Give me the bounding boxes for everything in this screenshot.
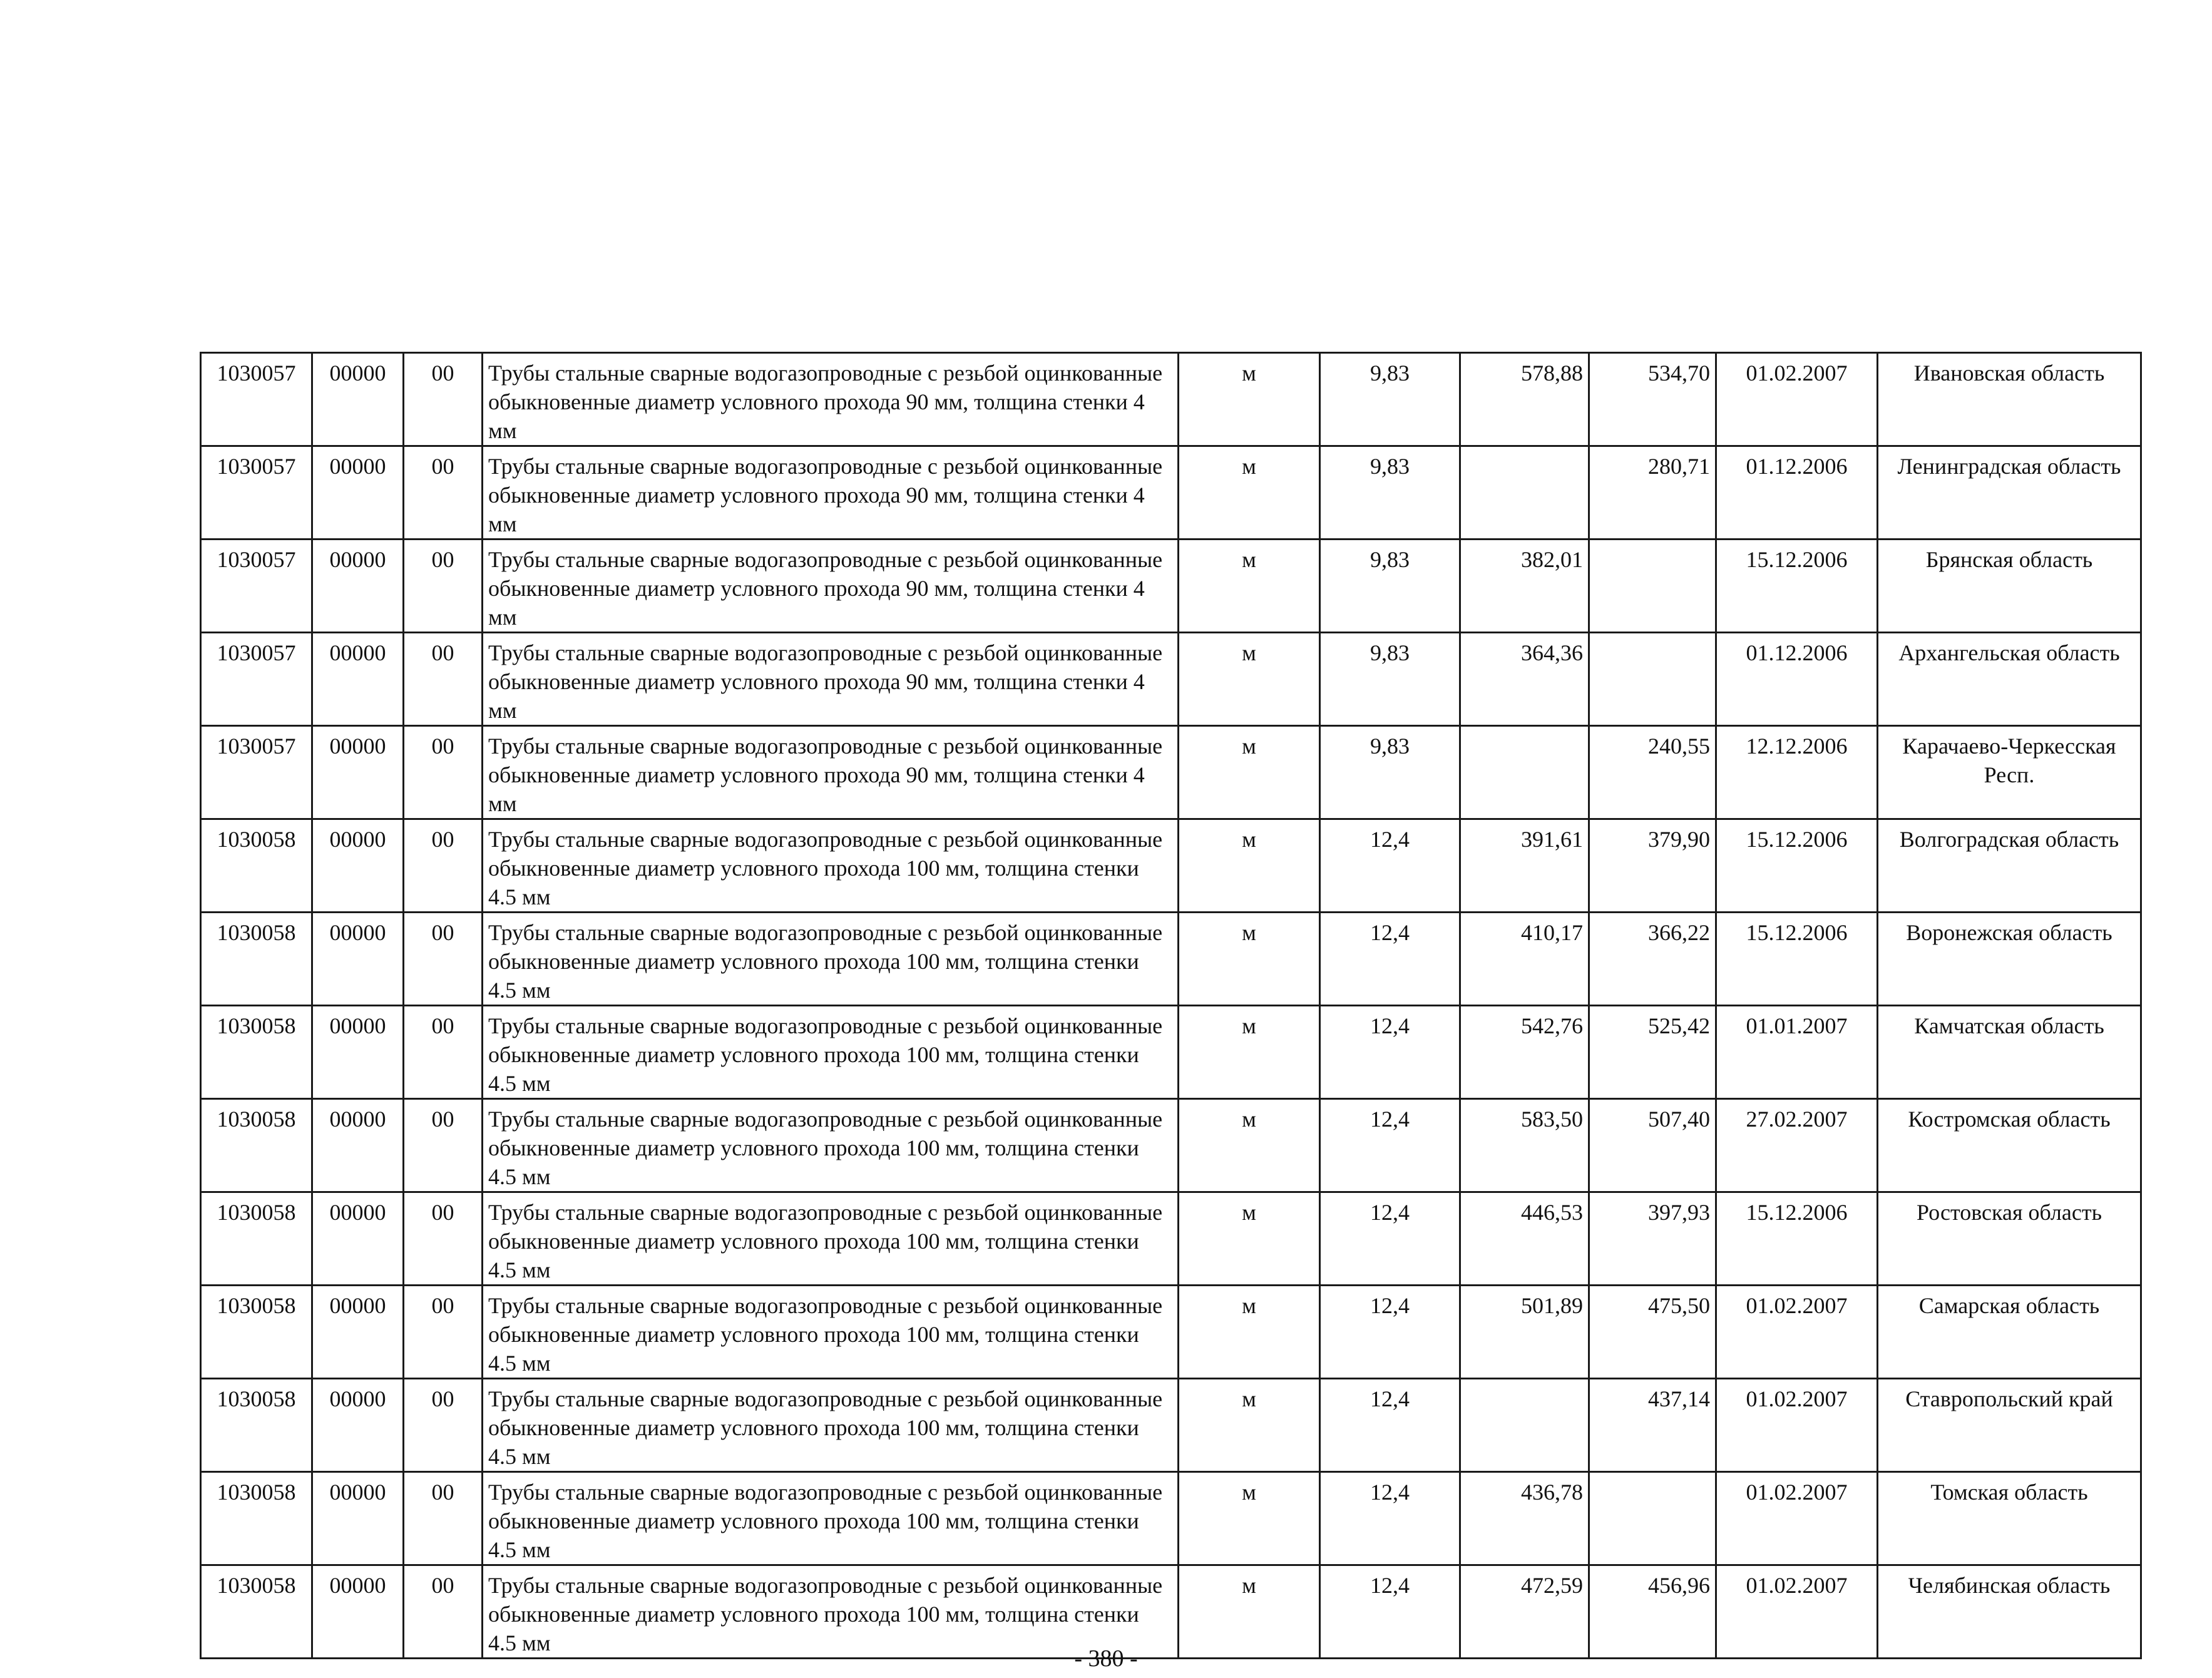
table-row bbox=[201, 353, 2141, 446]
cell-price-2: 507,40 bbox=[1589, 1099, 1716, 1192]
cell-date: 12.12.2006 bbox=[1716, 726, 1878, 819]
cell-ext1: 00000 bbox=[312, 726, 404, 819]
cell-region: Ставропольский край bbox=[1878, 1379, 2141, 1472]
cell-ext1: 00000 bbox=[312, 1286, 404, 1379]
cell-region: Костромская область bbox=[1878, 1099, 2141, 1192]
cell-ext2: 00 bbox=[404, 726, 483, 819]
cell-weight: 12,4 bbox=[1320, 913, 1460, 1006]
cell-weight: 12,4 bbox=[1320, 1472, 1460, 1565]
cell-name: Трубы стальные сварные водогазопроводные с резьбой оцинкованные обыкновенные диаметр условного прохода 90 мм, толщина стенки 4 мм bbox=[483, 446, 1179, 540]
table-row bbox=[201, 446, 2141, 540]
cell-ext2: 00 bbox=[404, 913, 483, 1006]
cell-region: Брянская область bbox=[1878, 540, 2141, 633]
cell-ext1: 00000 bbox=[312, 913, 404, 1006]
cell-weight: 9,83 bbox=[1320, 633, 1460, 726]
cell-region: Ростовская область bbox=[1878, 1192, 2141, 1286]
cell-date: 01.02.2007 bbox=[1716, 1472, 1878, 1565]
cell-unit: м bbox=[1179, 819, 1320, 913]
cell-name: Трубы стальные сварные водогазопроводные с резьбой оцинкованные обыкновенные диаметр условного прохода 90 мм, толщина стенки 4 мм bbox=[483, 353, 1179, 446]
cell-price-2: 366,22 bbox=[1589, 913, 1716, 1006]
table-row bbox=[201, 1286, 2141, 1379]
cell-unit: м bbox=[1179, 1472, 1320, 1565]
cell-name: Трубы стальные сварные водогазопроводные с резьбой оцинкованные обыкновенные диаметр условного прохода 100 мм, толщина стенки 4.5 мм bbox=[483, 819, 1179, 913]
cell-date: 15.12.2006 bbox=[1716, 913, 1878, 1006]
cell-price-2: 379,90 bbox=[1589, 819, 1716, 913]
cell-code: 1030058 bbox=[201, 1192, 312, 1286]
cell-name: Трубы стальные сварные водогазопроводные с резьбой оцинкованные обыкновенные диаметр условного прохода 100 мм, толщина стенки 4.5 мм bbox=[483, 1006, 1179, 1099]
cell-price-2: 240,55 bbox=[1589, 726, 1716, 819]
cell-region: Архангельская область bbox=[1878, 633, 2141, 726]
cell-ext2: 00 bbox=[404, 1286, 483, 1379]
table-body bbox=[201, 353, 2141, 1659]
cell-name: Трубы стальные сварные водогазопроводные с резьбой оцинкованные обыкновенные диаметр условного прохода 100 мм, толщина стенки 4.5 мм bbox=[483, 1099, 1179, 1192]
cell-unit: м bbox=[1179, 1286, 1320, 1379]
table-row bbox=[201, 726, 2141, 819]
cell-code: 1030058 bbox=[201, 1006, 312, 1099]
cell-unit: м bbox=[1179, 1565, 1320, 1659]
cell-date: 01.02.2007 bbox=[1716, 1286, 1878, 1379]
cell-price-1 bbox=[1460, 446, 1589, 540]
cell-code: 1030058 bbox=[201, 1286, 312, 1379]
cell-weight: 12,4 bbox=[1320, 819, 1460, 913]
cell-ext2: 00 bbox=[404, 1099, 483, 1192]
cell-price-1: 501,89 bbox=[1460, 1286, 1589, 1379]
cell-name: Трубы стальные сварные водогазопроводные с резьбой оцинкованные обыкновенные диаметр условного прохода 90 мм, толщина стенки 4 мм bbox=[483, 540, 1179, 633]
cell-ext2: 00 bbox=[404, 1472, 483, 1565]
cell-ext2: 00 bbox=[404, 353, 483, 446]
cell-date: 01.12.2006 bbox=[1716, 633, 1878, 726]
cell-code: 1030058 bbox=[201, 1565, 312, 1659]
cell-code: 1030058 bbox=[201, 913, 312, 1006]
cell-weight: 12,4 bbox=[1320, 1192, 1460, 1286]
cell-date: 15.12.2006 bbox=[1716, 819, 1878, 913]
table-row bbox=[201, 1099, 2141, 1192]
cell-price-1: 578,88 bbox=[1460, 353, 1589, 446]
cell-ext1: 00000 bbox=[312, 1379, 404, 1472]
cell-date: 01.02.2007 bbox=[1716, 353, 1878, 446]
cell-ext1: 00000 bbox=[312, 446, 404, 540]
table-row bbox=[201, 1379, 2141, 1472]
table-row bbox=[201, 819, 2141, 913]
cell-unit: м bbox=[1179, 1192, 1320, 1286]
cell-name: Трубы стальные сварные водогазопроводные с резьбой оцинкованные обыкновенные диаметр условного прохода 100 мм, толщина стенки 4.5 мм bbox=[483, 1286, 1179, 1379]
cell-weight: 9,83 bbox=[1320, 540, 1460, 633]
cell-weight: 12,4 bbox=[1320, 1379, 1460, 1472]
cell-unit: м bbox=[1179, 633, 1320, 726]
cell-name: Трубы стальные сварные водогазопроводные с резьбой оцинкованные обыкновенные диаметр условного прохода 100 мм, толщина стенки 4.5 мм bbox=[483, 1379, 1179, 1472]
cell-region: Челябинская область bbox=[1878, 1565, 2141, 1659]
cell-region: Воронежская область bbox=[1878, 913, 2141, 1006]
cell-region: Волгоградская область bbox=[1878, 819, 2141, 913]
cell-date: 15.12.2006 bbox=[1716, 540, 1878, 633]
cell-weight: 12,4 bbox=[1320, 1286, 1460, 1379]
cell-unit: м bbox=[1179, 1379, 1320, 1472]
cell-price-2: 525,42 bbox=[1589, 1006, 1716, 1099]
cell-price-2: 456,96 bbox=[1589, 1565, 1716, 1659]
cell-unit: м bbox=[1179, 353, 1320, 446]
cell-ext1: 00000 bbox=[312, 1565, 404, 1659]
cell-code: 1030058 bbox=[201, 1472, 312, 1565]
cell-date: 01.02.2007 bbox=[1716, 1379, 1878, 1472]
price-table bbox=[200, 352, 2142, 1659]
cell-ext2: 00 bbox=[404, 1379, 483, 1472]
cell-region: Томская область bbox=[1878, 1472, 2141, 1565]
cell-ext1: 00000 bbox=[312, 540, 404, 633]
cell-ext1: 00000 bbox=[312, 1099, 404, 1192]
cell-price-1: 542,76 bbox=[1460, 1006, 1589, 1099]
cell-unit: м bbox=[1179, 913, 1320, 1006]
cell-ext2: 00 bbox=[404, 540, 483, 633]
cell-price-2 bbox=[1589, 633, 1716, 726]
cell-region: Ивановская область bbox=[1878, 353, 2141, 446]
cell-weight: 12,4 bbox=[1320, 1006, 1460, 1099]
cell-date: 01.02.2007 bbox=[1716, 1565, 1878, 1659]
table-row bbox=[201, 913, 2141, 1006]
cell-ext2: 00 bbox=[404, 819, 483, 913]
cell-unit: м bbox=[1179, 1099, 1320, 1192]
cell-weight: 9,83 bbox=[1320, 726, 1460, 819]
cell-price-2: 397,93 bbox=[1589, 1192, 1716, 1286]
cell-code: 1030057 bbox=[201, 353, 312, 446]
cell-date: 15.12.2006 bbox=[1716, 1192, 1878, 1286]
cell-price-1: 391,61 bbox=[1460, 819, 1589, 913]
cell-name: Трубы стальные сварные водогазопроводные с резьбой оцинкованные обыкновенные диаметр условного прохода 100 мм, толщина стенки 4.5 мм bbox=[483, 1192, 1179, 1286]
cell-price-2: 437,14 bbox=[1589, 1379, 1716, 1472]
cell-name: Трубы стальные сварные водогазопроводные с резьбой оцинкованные обыкновенные диаметр условного прохода 90 мм, толщина стенки 4 мм bbox=[483, 633, 1179, 726]
cell-price-2 bbox=[1589, 540, 1716, 633]
page-number: - 380 - bbox=[1074, 1645, 1138, 1672]
cell-code: 1030057 bbox=[201, 633, 312, 726]
cell-region: Ленинградская область bbox=[1878, 446, 2141, 540]
cell-date: 27.02.2007 bbox=[1716, 1099, 1878, 1192]
cell-ext2: 00 bbox=[404, 1006, 483, 1099]
cell-code: 1030057 bbox=[201, 726, 312, 819]
cell-name: Трубы стальные сварные водогазопроводные с резьбой оцинкованные обыкновенные диаметр условного прохода 90 мм, толщина стенки 4 мм bbox=[483, 726, 1179, 819]
cell-unit: м bbox=[1179, 446, 1320, 540]
cell-price-1: 382,01 bbox=[1460, 540, 1589, 633]
table-row bbox=[201, 540, 2141, 633]
cell-date: 01.01.2007 bbox=[1716, 1006, 1878, 1099]
cell-price-1: 364,36 bbox=[1460, 633, 1589, 726]
cell-region: Карачаево-Черкесская Респ. bbox=[1878, 726, 2141, 819]
cell-price-1: 472,59 bbox=[1460, 1565, 1589, 1659]
cell-code: 1030058 bbox=[201, 819, 312, 913]
cell-price-2: 280,71 bbox=[1589, 446, 1716, 540]
cell-name: Трубы стальные сварные водогазопроводные с резьбой оцинкованные обыкновенные диаметр условного прохода 100 мм, толщина стенки 4.5 мм bbox=[483, 913, 1179, 1006]
cell-price-2: 534,70 bbox=[1589, 353, 1716, 446]
cell-region: Камчатская область bbox=[1878, 1006, 2141, 1099]
cell-name: Трубы стальные сварные водогазопроводные с резьбой оцинкованные обыкновенные диаметр условного прохода 100 мм, толщина стенки 4.5 мм bbox=[483, 1472, 1179, 1565]
cell-unit: м bbox=[1179, 1006, 1320, 1099]
table-row bbox=[201, 1006, 2141, 1099]
cell-ext2: 00 bbox=[404, 446, 483, 540]
cell-unit: м bbox=[1179, 540, 1320, 633]
cell-weight: 9,83 bbox=[1320, 446, 1460, 540]
cell-code: 1030058 bbox=[201, 1099, 312, 1192]
cell-region: Самарская область bbox=[1878, 1286, 2141, 1379]
cell-ext1: 00000 bbox=[312, 1006, 404, 1099]
cell-price-1: 583,50 bbox=[1460, 1099, 1589, 1192]
cell-ext1: 00000 bbox=[312, 353, 404, 446]
cell-price-1: 436,78 bbox=[1460, 1472, 1589, 1565]
cell-ext1: 00000 bbox=[312, 1472, 404, 1565]
cell-ext1: 00000 bbox=[312, 633, 404, 726]
table-row bbox=[201, 1192, 2141, 1286]
cell-price-2: 475,50 bbox=[1589, 1286, 1716, 1379]
cell-weight: 9,83 bbox=[1320, 353, 1460, 446]
table-row bbox=[201, 633, 2141, 726]
cell-date: 01.12.2006 bbox=[1716, 446, 1878, 540]
cell-weight: 12,4 bbox=[1320, 1099, 1460, 1192]
table-row bbox=[201, 1472, 2141, 1565]
cell-price-2 bbox=[1589, 1472, 1716, 1565]
cell-ext1: 00000 bbox=[312, 819, 404, 913]
cell-price-1: 446,53 bbox=[1460, 1192, 1589, 1286]
cell-price-1 bbox=[1460, 1379, 1589, 1472]
cell-code: 1030058 bbox=[201, 1379, 312, 1472]
cell-code: 1030057 bbox=[201, 540, 312, 633]
cell-ext2: 00 bbox=[404, 633, 483, 726]
cell-ext2: 00 bbox=[404, 1565, 483, 1659]
cell-code: 1030057 bbox=[201, 446, 312, 540]
cell-weight: 12,4 bbox=[1320, 1565, 1460, 1659]
cell-price-1 bbox=[1460, 726, 1589, 819]
cell-price-1: 410,17 bbox=[1460, 913, 1589, 1006]
cell-ext1: 00000 bbox=[312, 1192, 404, 1286]
cell-ext2: 00 bbox=[404, 1192, 483, 1286]
cell-unit: м bbox=[1179, 726, 1320, 819]
cell-name: Трубы стальные сварные водогазопроводные с резьбой оцинкованные обыкновенные диаметр условного прохода 100 мм, толщина стенки 4.5 мм bbox=[483, 1565, 1179, 1659]
